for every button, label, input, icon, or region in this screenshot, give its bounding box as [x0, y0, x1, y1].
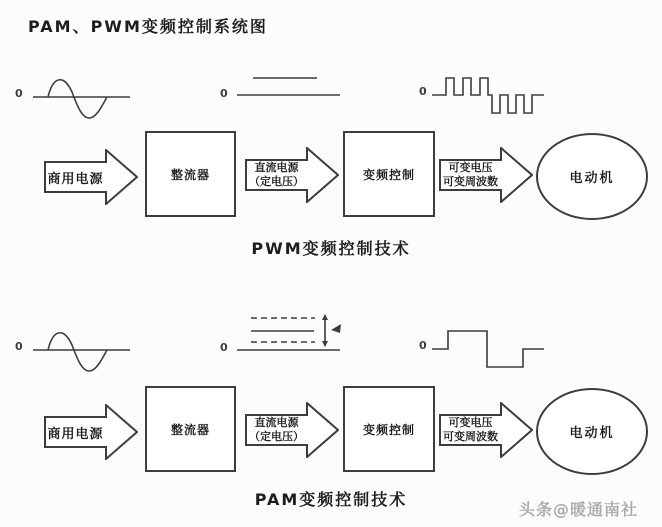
pwm-dc-arrow-label-line1: 直流电源	[254, 161, 299, 175]
pam-output-zero-label: 0	[419, 339, 427, 352]
pam-input-zero-label: 0	[15, 340, 23, 353]
level-marker-icon	[331, 324, 341, 333]
pam-output-arrow-label-line1: 可变电压	[448, 416, 493, 430]
pwm-output-arrow-label-line2: 可变周波数	[443, 175, 498, 188]
sine-waveform-icon	[33, 323, 133, 378]
watermark: 头条@暖通南社	[519, 500, 639, 519]
pam-motor-ellipse	[536, 388, 648, 475]
pam-rectifier-label: 整流器	[170, 422, 210, 437]
pwm-inverter-label: 变频控制	[362, 167, 415, 182]
sine-waveform-icon	[33, 70, 133, 125]
pwm-motor-label: 电动机	[569, 171, 615, 186]
pwm-dc-zero-label: 0	[220, 87, 228, 100]
page-title: PAM、PWM变频控制系统图	[28, 17, 268, 36]
pwm-pulse-waveform-icon	[430, 70, 547, 120]
pwm-output-arrow-label-line1: 可变电压	[448, 161, 493, 175]
pam-output-arrow-label-line2: 可变周波数	[443, 430, 498, 443]
pwm-output-zero-label: 0	[419, 85, 427, 98]
pwm-caption: PWM变频控制技术	[251, 239, 411, 258]
pam-motor-label: 电动机	[569, 426, 615, 441]
pam-rectifier-box	[145, 386, 236, 472]
pam-inverter-box	[343, 386, 435, 472]
pwm-dc-arrow-label-line2: （定电压）	[249, 175, 304, 188]
pwm-source-arrow	[44, 149, 138, 205]
variable-dc-waveform-icon	[235, 310, 360, 355]
dc-line-waveform-icon	[235, 70, 345, 110]
pwm-rectifier-label: 整流器	[170, 167, 210, 182]
pam-source-arrow-label: 商用电源	[47, 426, 104, 442]
pam-dc-arrow-label-line2: （定电压）	[249, 430, 304, 443]
pwm-motor-ellipse	[536, 133, 648, 220]
pam-dc-arrow-label-line1: 直流电源	[254, 416, 299, 430]
dimension-arrow-icon	[322, 314, 328, 347]
pwm-rectifier-box	[145, 131, 236, 217]
pam-dc-zero-label: 0	[220, 341, 228, 354]
pam-source-arrow	[44, 404, 138, 460]
pwm-input-zero-label: 0	[15, 87, 23, 100]
pwm-dc-arrow	[245, 147, 339, 203]
pam-dc-arrow	[245, 402, 339, 458]
pwm-inverter-box	[343, 131, 435, 217]
pwm-output-arrow	[439, 147, 533, 203]
pwm-source-arrow-label: 商用电源	[47, 171, 104, 187]
pam-inverter-label: 变频控制	[362, 422, 415, 437]
pam-caption: PAM变频控制技术	[254, 490, 408, 509]
square-waveform-icon	[430, 325, 547, 375]
pam-output-arrow	[439, 402, 533, 458]
